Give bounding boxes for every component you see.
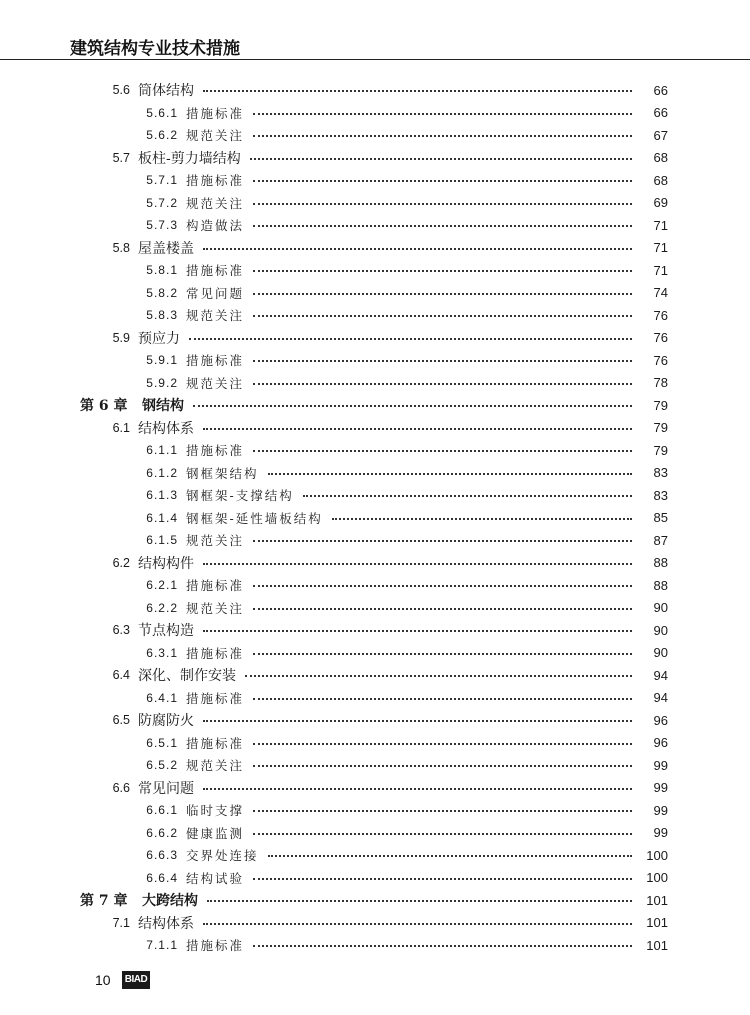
toc-entry-page: 100 xyxy=(646,847,668,863)
toc-entry-page: 101 xyxy=(646,937,668,953)
toc-entry-number: 6.5 xyxy=(112,713,130,728)
dot-leader xyxy=(253,743,632,745)
dot-leader xyxy=(245,675,632,677)
toc-entry-page: 76 xyxy=(653,330,668,346)
toc-entry-page: 66 xyxy=(653,105,668,121)
toc-entry-page: 83 xyxy=(653,487,668,503)
dot-leader xyxy=(253,810,632,812)
toc-entry-number: 5.7.1 xyxy=(146,173,178,188)
toc-entry-page: 87 xyxy=(653,532,668,548)
toc-entry-title: 钢结构 xyxy=(142,398,184,415)
toc-entry-title: 常见问题 xyxy=(186,285,245,301)
dot-leader xyxy=(253,360,632,362)
toc-entry-page: 79 xyxy=(653,442,668,458)
dot-leader xyxy=(253,878,632,880)
toc-entry-page: 99 xyxy=(653,825,668,841)
toc-entry-page: 100 xyxy=(646,870,668,886)
toc-section-row xyxy=(0,79,750,102)
toc-entry-page: 94 xyxy=(653,690,668,706)
toc-entry-title: 措施标准 xyxy=(186,105,245,121)
toc-entry-title: 措施标准 xyxy=(186,443,245,459)
toc-entry-number: 6.4.1 xyxy=(146,690,178,705)
toc-entry-number: 6.5.2 xyxy=(146,758,178,773)
toc-entry-title: 措施标准 xyxy=(186,263,245,279)
toc-entry-page: 101 xyxy=(646,915,668,931)
toc-entry-number: 5.9 xyxy=(112,330,130,345)
toc-subsection-row xyxy=(0,124,750,147)
toc-entry-number: 6.1.1 xyxy=(146,443,178,458)
toc-section-row xyxy=(0,552,750,575)
dot-leader xyxy=(253,225,632,227)
toc-entry-number: 6.6.4 xyxy=(146,870,178,885)
toc-chapter-row xyxy=(0,394,750,417)
toc-subsection-row xyxy=(0,484,750,507)
toc-entry-title: 规范关注 xyxy=(186,128,245,144)
toc-subsection-row xyxy=(0,102,750,125)
toc-entry-number: 6.6.2 xyxy=(146,825,178,840)
toc-entry-number: 6.2.2 xyxy=(146,600,178,615)
toc-entry-title: 措施标准 xyxy=(186,578,245,594)
toc-entry-page: 99 xyxy=(653,802,668,818)
toc-entry-title: 节点构造 xyxy=(138,623,194,640)
toc-entry-number: 6.1.2 xyxy=(146,465,178,480)
dot-leader xyxy=(253,833,632,835)
toc-section-row xyxy=(0,664,750,687)
dot-leader xyxy=(203,428,632,430)
toc-entry-page: 78 xyxy=(653,375,668,391)
toc-entry-number: 7.1.1 xyxy=(146,938,178,953)
dot-leader xyxy=(253,135,632,137)
dot-leader xyxy=(253,180,632,182)
toc-entry-title: 交界处连接 xyxy=(186,848,259,864)
toc-entry-page: 68 xyxy=(653,150,668,166)
toc-subsection-row xyxy=(0,372,750,395)
dot-leader xyxy=(268,855,632,857)
toc-subsection-row xyxy=(0,754,750,777)
dot-leader xyxy=(253,945,632,947)
toc-chapter-row xyxy=(0,889,750,912)
toc-entry-page: 101 xyxy=(646,892,668,908)
toc-entry-title: 规范关注 xyxy=(186,533,245,549)
dot-leader xyxy=(203,563,632,565)
header-rule xyxy=(0,59,750,60)
toc-entry-number: 6.1.3 xyxy=(146,488,178,503)
toc-subsection-row xyxy=(0,259,750,282)
toc-entry-page: 88 xyxy=(653,555,668,571)
toc-section-row xyxy=(0,912,750,935)
toc-section-row xyxy=(0,417,750,440)
toc-entry-title: 规范关注 xyxy=(186,375,245,391)
toc-entry-number: 6.1.5 xyxy=(146,533,178,548)
dot-leader xyxy=(253,540,632,542)
dot-leader xyxy=(253,293,632,295)
dot-leader xyxy=(253,270,632,272)
toc-section-row xyxy=(0,619,750,642)
toc-entry-page: 88 xyxy=(653,577,668,593)
toc-entry-number: 5.8 xyxy=(112,240,130,255)
toc-subsection-row xyxy=(0,844,750,867)
toc-entry-page: 74 xyxy=(653,285,668,301)
toc-subsection-row xyxy=(0,822,750,845)
toc-entry-title: 板柱-剪力墙结构 xyxy=(138,150,241,167)
toc-subsection-row xyxy=(0,439,750,462)
toc-entry-page: 67 xyxy=(653,127,668,143)
dot-leader xyxy=(207,900,632,902)
toc-subsection-row xyxy=(0,574,750,597)
toc-entry-page: 90 xyxy=(653,645,668,661)
toc-subsection-row xyxy=(0,687,750,710)
toc-entry-page: 71 xyxy=(653,217,668,233)
toc-entry-number: 5.7.3 xyxy=(146,218,178,233)
toc-entry-title: 常见问题 xyxy=(138,780,194,797)
toc-entry-number: 第 6 章 xyxy=(80,398,128,415)
toc-entry-page: 76 xyxy=(653,307,668,323)
toc-subsection-row xyxy=(0,934,750,957)
toc-subsection-row xyxy=(0,214,750,237)
toc-entry-title: 措施标准 xyxy=(186,690,245,706)
toc-entry-title: 钢框架-支撑结构 xyxy=(186,488,294,504)
toc-entry-title: 临时支撑 xyxy=(186,803,245,819)
toc-subsection-row xyxy=(0,304,750,327)
toc-subsection-row xyxy=(0,799,750,822)
toc-entry-number: 6.1 xyxy=(112,420,130,435)
toc-subsection-row xyxy=(0,349,750,372)
toc-entry-page: 71 xyxy=(653,240,668,256)
toc-entry-page: 79 xyxy=(653,420,668,436)
toc-entry-number: 5.6.1 xyxy=(146,105,178,120)
dot-leader xyxy=(203,90,632,92)
biad-logo: BIAD xyxy=(122,971,150,989)
toc-entry-title: 大跨结构 xyxy=(142,893,198,910)
toc-entry-page: 90 xyxy=(653,622,668,638)
toc-entry-title: 规范关注 xyxy=(186,195,245,211)
toc-entry-number: 6.6.1 xyxy=(146,803,178,818)
table-of-contents xyxy=(0,79,750,957)
toc-entry-title: 构造做法 xyxy=(186,218,245,234)
toc-entry-title: 措施标准 xyxy=(186,645,245,661)
toc-section-row xyxy=(0,147,750,170)
toc-entry-title: 措施标准 xyxy=(186,938,245,954)
toc-entry-page: 76 xyxy=(653,352,668,368)
dot-leader xyxy=(203,630,632,632)
toc-entry-number: 5.9.2 xyxy=(146,375,178,390)
toc-subsection-row xyxy=(0,867,750,890)
toc-entry-number: 6.2.1 xyxy=(146,578,178,593)
dot-leader xyxy=(253,698,632,700)
dot-leader xyxy=(253,585,632,587)
toc-subsection-row xyxy=(0,732,750,755)
toc-entry-number: 6.5.1 xyxy=(146,735,178,750)
toc-entry-title: 结构体系 xyxy=(138,420,194,437)
toc-section-row xyxy=(0,327,750,350)
toc-entry-number: 6.2 xyxy=(112,555,130,570)
toc-entry-page: 79 xyxy=(653,397,668,413)
dot-leader xyxy=(203,720,632,722)
dot-leader xyxy=(203,788,632,790)
toc-entry-title: 结构构件 xyxy=(138,555,194,572)
toc-entry-title: 筒体结构 xyxy=(138,83,194,100)
toc-entry-number: 5.8.2 xyxy=(146,285,178,300)
toc-entry-title: 结构试验 xyxy=(186,870,245,886)
toc-entry-number: 5.8.3 xyxy=(146,308,178,323)
toc-entry-title: 健康监测 xyxy=(186,825,245,841)
toc-entry-number: 6.4 xyxy=(112,668,130,683)
toc-subsection-row xyxy=(0,282,750,305)
dot-leader xyxy=(253,203,632,205)
toc-entry-title: 屋盖楼盖 xyxy=(138,240,194,257)
dot-leader xyxy=(250,158,632,160)
dot-leader xyxy=(332,518,632,520)
toc-entry-number: 5.6 xyxy=(112,83,130,98)
running-header-title: 建筑结构专业技术措施 xyxy=(70,39,240,59)
toc-entry-page: 69 xyxy=(653,195,668,211)
toc-subsection-row xyxy=(0,192,750,215)
dot-leader xyxy=(253,450,632,452)
toc-subsection-row xyxy=(0,507,750,530)
dot-leader xyxy=(203,923,632,925)
toc-entry-page: 71 xyxy=(653,262,668,278)
toc-entry-page: 99 xyxy=(653,757,668,773)
toc-entry-number: 6.1.4 xyxy=(146,510,178,525)
dot-leader xyxy=(268,473,632,475)
toc-entry-page: 94 xyxy=(653,667,668,683)
toc-entry-number: 5.9.1 xyxy=(146,353,178,368)
toc-entry-title: 防腐防火 xyxy=(138,713,194,730)
toc-entry-number: 6.6 xyxy=(112,780,130,795)
toc-entry-page: 96 xyxy=(653,735,668,751)
toc-entry-number: 5.6.2 xyxy=(146,128,178,143)
toc-entry-number: 5.7.2 xyxy=(146,195,178,210)
toc-entry-number: 6.6.3 xyxy=(146,848,178,863)
toc-section-row xyxy=(0,777,750,800)
toc-entry-number: 5.7 xyxy=(112,150,130,165)
toc-entry-page: 83 xyxy=(653,465,668,481)
toc-entry-page: 68 xyxy=(653,172,668,188)
toc-subsection-row xyxy=(0,642,750,665)
toc-entry-title: 措施标准 xyxy=(186,735,245,751)
toc-entry-title: 规范关注 xyxy=(186,308,245,324)
dot-leader xyxy=(253,608,632,610)
toc-section-row xyxy=(0,237,750,260)
toc-entry-title: 措施标准 xyxy=(186,173,245,189)
dot-leader xyxy=(203,248,632,250)
toc-section-row xyxy=(0,709,750,732)
toc-entry-page: 90 xyxy=(653,600,668,616)
dot-leader xyxy=(253,113,632,115)
toc-entry-title: 措施标准 xyxy=(186,353,245,369)
toc-subsection-row xyxy=(0,597,750,620)
toc-subsection-row xyxy=(0,462,750,485)
toc-entry-number: 6.3 xyxy=(112,623,130,638)
toc-entry-title: 深化、制作安装 xyxy=(138,668,236,685)
toc-entry-number: 5.8.1 xyxy=(146,263,178,278)
toc-entry-title: 预应力 xyxy=(138,330,180,347)
toc-entry-number: 7.1 xyxy=(112,915,130,930)
dot-leader xyxy=(253,315,632,317)
dot-leader xyxy=(189,338,632,340)
toc-subsection-row xyxy=(0,529,750,552)
toc-entry-title: 结构体系 xyxy=(138,915,194,932)
toc-entry-number: 6.3.1 xyxy=(146,645,178,660)
toc-entry-page: 96 xyxy=(653,712,668,728)
toc-subsection-row xyxy=(0,169,750,192)
footer-page-number: 10 xyxy=(95,972,111,988)
toc-entry-number: 第 7 章 xyxy=(80,893,128,910)
toc-entry-page: 66 xyxy=(653,82,668,98)
dot-leader xyxy=(253,765,632,767)
dot-leader xyxy=(303,495,632,497)
toc-entry-page: 85 xyxy=(653,510,668,526)
toc-entry-title: 规范关注 xyxy=(186,758,245,774)
toc-entry-title: 钢框架-延性墙板结构 xyxy=(186,510,323,526)
toc-entry-title: 规范关注 xyxy=(186,600,245,616)
toc-entry-title: 钢框架结构 xyxy=(186,465,259,481)
dot-leader xyxy=(253,653,632,655)
toc-entry-page: 99 xyxy=(653,780,668,796)
dot-leader xyxy=(193,405,632,407)
dot-leader xyxy=(253,383,632,385)
